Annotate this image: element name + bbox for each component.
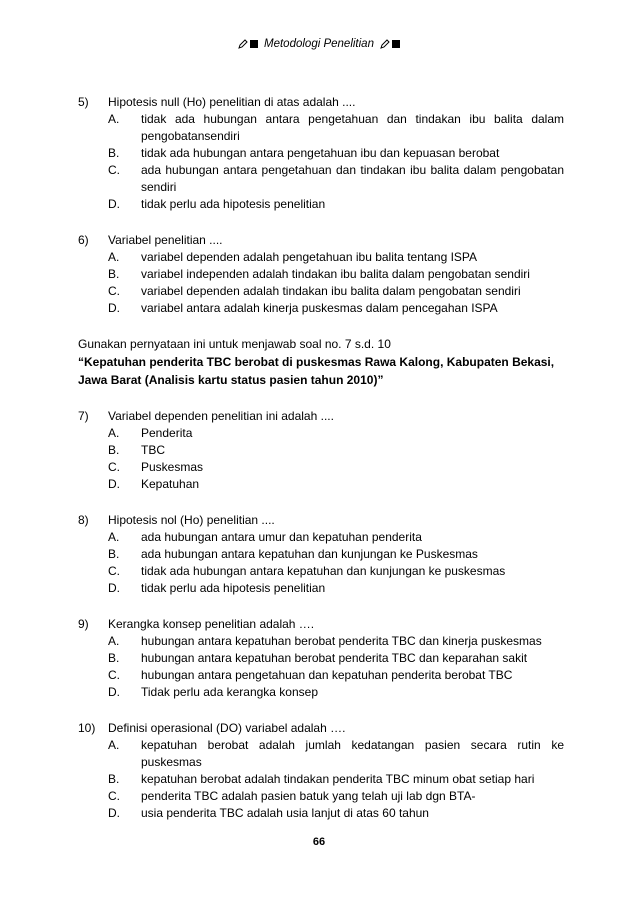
question-text: Kerangka konsep penelitian adalah ….	[108, 617, 315, 631]
spacer	[78, 493, 564, 511]
option-letter: D.	[108, 685, 120, 699]
option-letter: A.	[108, 112, 120, 126]
question-row	[78, 407, 564, 425]
option-letter: C.	[108, 163, 120, 177]
answer-option	[108, 580, 564, 597]
option-letter: B.	[108, 772, 120, 786]
answer-option	[108, 476, 564, 493]
option-text: variabel dependen adalah pengetahuan ibu balita tentang ISPA	[141, 250, 478, 264]
case-statement: “Kepatuhan penderita TBC berobat di puskesmas Rawa Kalong, Kabupaten Bekasi, Jawa Barat (Analisis kartu status pasien tahun 2010)”	[78, 355, 555, 387]
option-letter: C.	[108, 284, 120, 298]
option-text: Kepatuhan	[141, 477, 200, 491]
question-row	[78, 719, 564, 737]
option-text: Tidak perlu ada kerangka konsep	[141, 685, 318, 699]
answer-option	[108, 546, 564, 563]
question-number: 6)	[78, 233, 89, 247]
answer-option	[108, 300, 564, 317]
spacer	[78, 597, 564, 615]
answer-option	[108, 788, 564, 805]
option-letter: C.	[108, 564, 120, 578]
page-header	[0, 38, 638, 50]
option-text: tidak perlu ada hipotesis penelitian	[141, 581, 326, 595]
option-text: ada hubungan antara kepatuhan dan kunjungan ke Puskesmas	[141, 547, 478, 561]
option-letter: C.	[108, 789, 120, 803]
option-text: tidak ada hubungan antara pengetahuan ibu dan kepuasan berobat	[141, 146, 500, 160]
option-text: Puskesmas	[141, 460, 204, 474]
option-letter: A.	[108, 634, 120, 648]
answer-option	[108, 650, 564, 667]
question-group-b	[78, 407, 564, 840]
option-letter: A.	[108, 530, 120, 544]
option-letter: D.	[108, 581, 120, 595]
answer-option	[108, 563, 564, 580]
answer-option	[108, 442, 564, 459]
question-text: Hipotesis nol (Ho) penelitian ....	[108, 513, 275, 527]
header-title: Metodologi Penelitian	[264, 38, 374, 50]
question-number: 10)	[78, 721, 96, 735]
answer-option	[108, 633, 564, 650]
option-letter: B.	[108, 547, 120, 561]
option-letter: D.	[108, 197, 120, 211]
option-text: kepatuhan berobat adalah tindakan penderita TBC minum obat setiap hari	[141, 772, 535, 786]
option-letter: D.	[108, 806, 120, 820]
option-text: ada hubungan antara pengetahuan dan tindakan ibu balita dalam pengobatan sendiri	[141, 163, 564, 194]
question-text: Variabel penelitian ....	[108, 233, 223, 247]
question-row	[78, 511, 564, 529]
spacer	[78, 213, 564, 231]
option-text: variabel independen adalah tindakan ibu balita dalam pengobatan sendiri	[141, 267, 530, 281]
option-text: penderita TBC adalah pasien batuk yang telah uji lab dgn BTA-	[141, 789, 476, 803]
option-text: tidak ada hubungan antara pengetahuan dan tindakan ibu balita dalam pengobatansendiri	[141, 112, 564, 143]
answer-option	[108, 145, 564, 162]
option-text: variabel antara adalah kinerja puskesmas dalam pencegahan ISPA	[141, 301, 498, 315]
question-row	[78, 615, 564, 633]
pen-icon	[238, 39, 248, 49]
answer-option	[108, 425, 564, 442]
answer-option	[108, 196, 564, 213]
option-text: kepatuhan berobat adalah jumlah kedatangan pasien secara rutin ke puskesmas	[141, 738, 564, 769]
option-letter: C.	[108, 668, 120, 682]
pen-icon	[380, 39, 390, 49]
option-text: tidak ada hubungan antara kepatuhan dan kunjungan ke puskesmas	[141, 564, 506, 578]
question-block	[78, 93, 564, 231]
question-text: Definisi operasional (DO) variabel adalah ….	[108, 721, 346, 735]
question-block	[78, 615, 564, 719]
option-letter: B.	[108, 443, 120, 457]
answer-option	[108, 459, 564, 476]
option-letter: A.	[108, 250, 120, 264]
square-icon	[250, 40, 258, 48]
option-text: tidak perlu ada hipotesis penelitian	[141, 197, 326, 211]
option-text: ada hubungan antara umur dan kepatuhan penderita	[141, 530, 422, 544]
spacer	[78, 317, 564, 335]
question-row	[78, 93, 564, 111]
question-number: 5)	[78, 95, 89, 109]
question-number: 9)	[78, 617, 89, 631]
answer-option	[108, 283, 564, 300]
option-letter: D.	[108, 477, 120, 491]
question-block	[78, 511, 564, 615]
spacer	[78, 389, 564, 407]
instruction-text: Gunakan pernyataan ini untuk menjawab soal no. 7 s.d. 10	[78, 337, 391, 351]
question-block	[78, 407, 564, 511]
square-icon	[392, 40, 400, 48]
question-block	[78, 719, 564, 840]
option-letter: B.	[108, 651, 120, 665]
option-text: hubungan antara kepatuhan berobat penderita TBC dan kinerja puskesmas	[141, 634, 542, 648]
question-row	[78, 231, 564, 249]
option-text: hubungan antara kepatuhan berobat penderita TBC dan keparahan sakit	[141, 651, 528, 665]
option-text: TBC	[141, 443, 165, 457]
question-text: Variabel dependen penelitian ini adalah ....	[108, 409, 334, 423]
page-content	[78, 93, 564, 840]
pen-square-icon	[380, 39, 400, 49]
page-number: 66	[312, 836, 326, 848]
answer-option	[108, 667, 564, 684]
option-letter: C.	[108, 460, 120, 474]
question-group-a	[78, 93, 564, 335]
option-letter: B.	[108, 267, 120, 281]
question-block	[78, 231, 564, 335]
option-text: usia penderita TBC adalah usia lanjut di atas 60 tahun	[141, 806, 429, 820]
answer-option	[108, 771, 564, 788]
option-letter: A.	[108, 426, 120, 440]
answer-option	[108, 162, 564, 196]
answer-option	[108, 249, 564, 266]
pen-square-icon	[238, 39, 258, 49]
option-letter: B.	[108, 146, 120, 160]
option-letter: A.	[108, 738, 120, 752]
answer-option	[108, 805, 564, 822]
spacer	[78, 701, 564, 719]
option-text: hubungan antara pengetahuan dan kepatuhan penderita berobat TBC	[141, 668, 513, 682]
question-number: 8)	[78, 513, 89, 527]
answer-option	[108, 684, 564, 701]
question-text: Hipotesis null (Ho) penelitian di atas adalah ....	[108, 95, 356, 109]
option-text: variabel dependen adalah tindakan ibu balita dalam pengobatan sendiri	[141, 284, 521, 298]
question-number: 7)	[78, 409, 89, 423]
answer-option	[108, 266, 564, 283]
option-text: Penderita	[141, 426, 193, 440]
answer-option	[108, 111, 564, 145]
answer-option	[108, 529, 564, 546]
option-letter: D.	[108, 301, 120, 315]
answer-option	[108, 737, 564, 771]
